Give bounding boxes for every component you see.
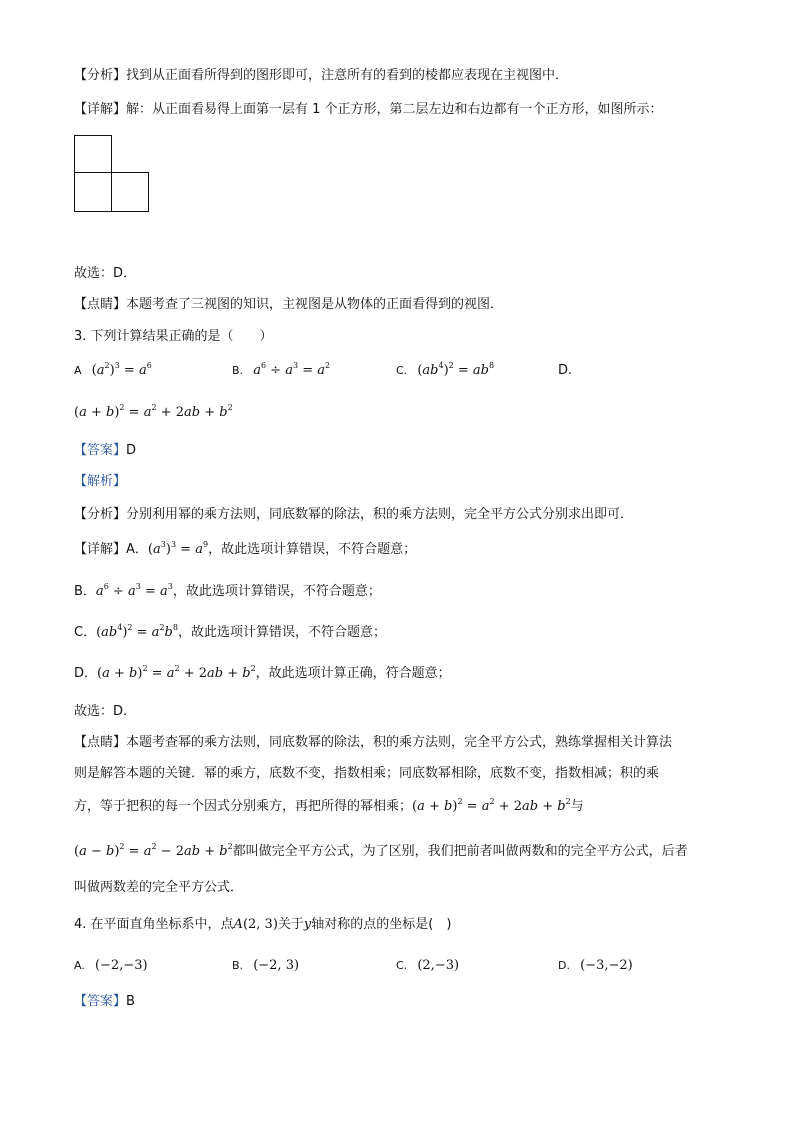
stem-text: 关于 (277, 917, 304, 932)
q3-answer-line (74, 441, 136, 461)
q3-solution-tag: 【解析】 (74, 474, 127, 489)
key-point-line (74, 295, 503, 315)
question-3-stem: 3. 下列计算结果正确的是（ ） (74, 329, 273, 344)
option-b-label: B. (232, 364, 244, 377)
detail-a-label: A． (126, 542, 148, 557)
key-point-text: 与 (570, 799, 584, 814)
option-c-formula: $(ab^4)^2 = ab^8$ (417, 361, 495, 378)
key-point-text: 都叫做完全平方公式，为了区别，我们把前者叫做两数和的完全平方公式，后者 (232, 844, 688, 859)
analysis-tag: 【分析】 (74, 507, 127, 522)
q3-detail-a (74, 540, 416, 560)
q4-option-b (232, 956, 299, 976)
key-point-text: 方，等于把积的每一个因式分别乘方，再把所得的幂相乘； (74, 799, 413, 814)
stem-text: 4. 在平面直角坐标系中，点 (74, 917, 234, 932)
explanation-text: 解：从正面看易得上面第一层有 1 个正方形，第二层左边和右边都有一个正方形，如图所示： (126, 102, 663, 117)
square-bottom-right (111, 172, 149, 212)
analysis-text: 分别利用幂的乘方法则，同底数幂的除法，积的乘方法则，完全平方公式分别求出即可． (126, 507, 634, 522)
option-d-value: (−3,−2) (580, 958, 633, 973)
option-c-label: C. (396, 364, 408, 377)
q4-answer-line (74, 992, 135, 1012)
option-a-value: (−2,−3) (94, 958, 148, 973)
detail-a-formula: $(a^3)^3 = a^9$ (147, 540, 209, 557)
option-c-label: C. (396, 959, 408, 972)
q3-choice-line: 故选：D． (74, 704, 137, 719)
q3-option-d: D. (558, 363, 573, 378)
option-a-formula: $(a^2)^3 = a^6$ (91, 361, 152, 378)
detail-d-label: D． (74, 666, 98, 681)
square-bottom-left (74, 172, 112, 212)
detail-d-formula: $(a + b)^2 = a^2 + 2ab + b^2$ (97, 664, 256, 681)
q3-key-point-5: 叫做两数差的完全平方公式． (74, 880, 244, 895)
detail-b-formula: $a^6 \div a^3 = a^3$ (95, 582, 173, 599)
q3-key-point-4 (74, 842, 688, 862)
analysis-tag: 【分析】 (74, 68, 127, 83)
sum-square-formula: $(a + b)^2 = a^2 + 2ab + b^2$ (412, 797, 571, 814)
key-point-text: 本题考查了三视图的知识，主视图是从物体的正面看得到的视图． (126, 297, 504, 312)
q4-option-c (396, 956, 459, 976)
option-b-formula: $a^6 \div a^3 = a^2$ (253, 361, 331, 378)
detail-b-label: B． (74, 584, 96, 599)
square-top (74, 135, 112, 173)
point-a: A(2, 3) (233, 917, 278, 932)
stem-text: 轴对称的点的坐标是( ) (311, 917, 452, 932)
q4-option-d (558, 956, 633, 976)
difference-square-formula: $(a - b)^2 = a^2 - 2ab + b^2$ (74, 842, 233, 859)
detail-c-formula: $(ab^4)^2 = a^2b^8$ (96, 623, 178, 640)
option-d-label: D. (558, 959, 570, 972)
key-point-tag: 【点睛】 (74, 735, 127, 750)
option-a-label: A (74, 364, 82, 377)
detail-c-label: C． (74, 625, 97, 640)
option-b-value: (−2, 3) (253, 958, 300, 973)
analysis-line (74, 66, 568, 86)
y-axis-symbol: y (303, 917, 312, 932)
q3-option-a (74, 361, 152, 381)
detail-b-text: ，故此选项计算错误，不符合题意； (172, 584, 381, 599)
explanation-tag: 【详解】 (74, 102, 127, 117)
q4-option-a (74, 956, 148, 976)
option-c-value: (2,−3) (417, 958, 460, 973)
answer-tag: 【答案】 (74, 994, 127, 1009)
option-a-label: A. (74, 959, 85, 972)
q3-detail-d (74, 664, 451, 684)
key-point-text: 本题考查幂的乘方法则，同底数幂的除法，积的乘方法则，完全平方公式，熟练掌握相关计算法 (126, 735, 673, 750)
q3-key-point-1 (74, 733, 672, 753)
answer-tag: 【答案】 (74, 443, 127, 458)
q3-option-d-formula: $(a + b)^2 = a^2 + 2ab + b^2$ (74, 403, 233, 420)
q3-analysis-line (74, 505, 633, 525)
detail-c-text: ，故此选项计算错误，不符合题意； (177, 625, 386, 640)
detail-d-text: ，故此选项计算正确，符合题意； (255, 666, 451, 681)
question-4-stem (74, 915, 451, 935)
explanation-tag: 【详解】 (74, 542, 127, 557)
q3-option-c (396, 361, 494, 381)
q3-key-point-2: 则是解答本题的关键．幂的乘方，底数不变，指数相乘；同底数幂相除，底数不变，指数相减；积的乘 (74, 766, 660, 781)
q3-option-b (232, 361, 330, 381)
q3-detail-c (74, 623, 386, 643)
option-b-label: B. (232, 959, 244, 972)
answer-value: B (126, 994, 135, 1009)
choice-line: 故选：D． (74, 266, 137, 281)
explanation-line (74, 100, 663, 120)
answer-value: D (126, 443, 137, 458)
q3-detail-b (74, 582, 381, 602)
key-point-tag: 【点睛】 (74, 297, 127, 312)
q3-key-point-3 (74, 797, 584, 817)
detail-a-text: ，故此选项计算错误，不符合题意； (208, 542, 417, 557)
analysis-text: 找到从正面看所得到的图形即可，注意所有的看到的棱都应表现在主视图中． (126, 68, 569, 83)
